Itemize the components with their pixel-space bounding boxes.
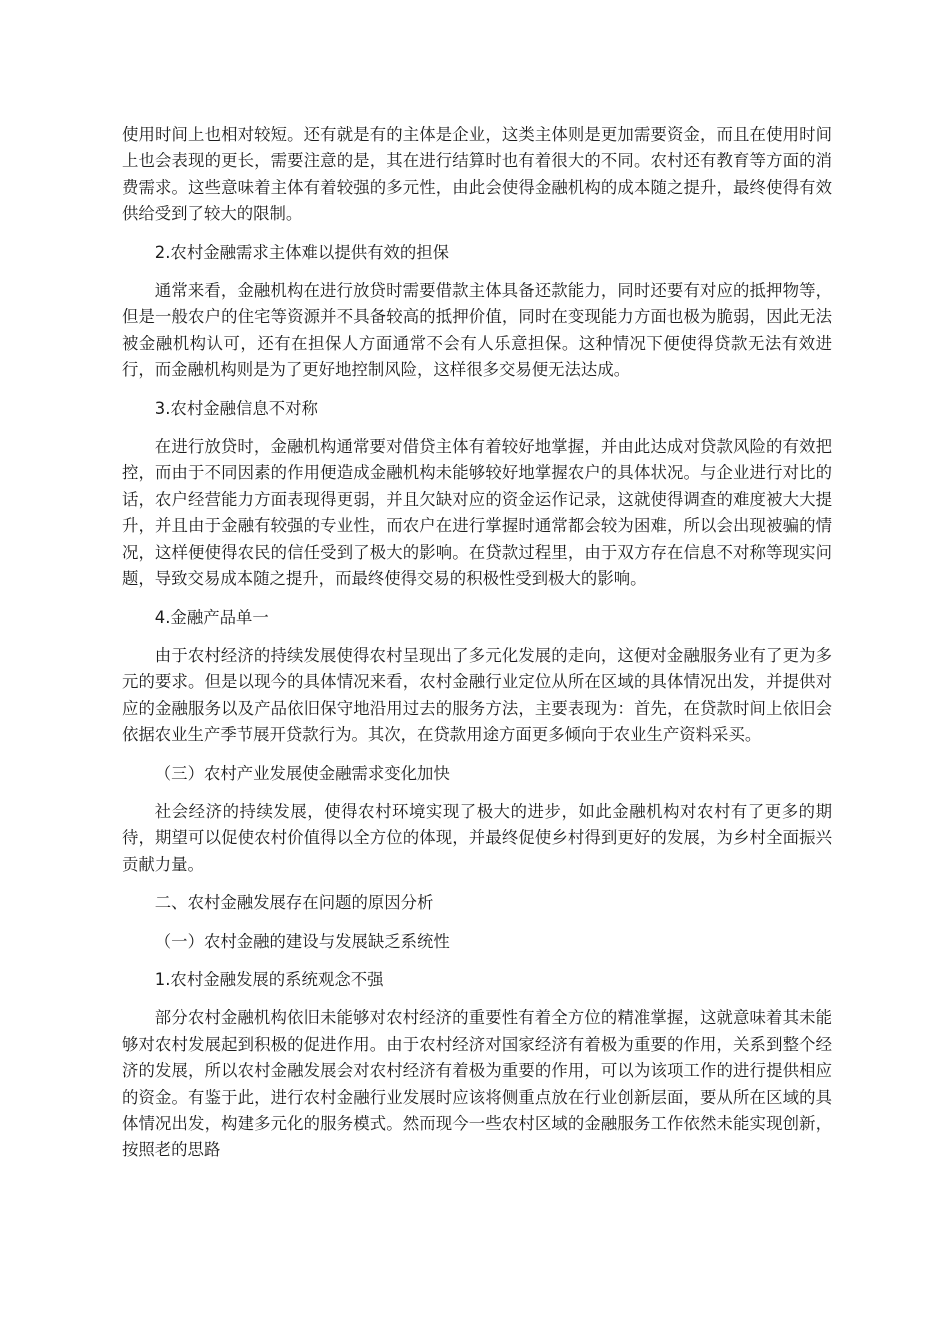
paragraph-2: 通常来看，金融机构在进行放贷时需要借款主体具备还款能力，同时还要有对应的抵押物等，但是一般农户的住宅等资源并不具备较高的抵押价值，同时在变现能力方面也极为脆弱，因此无法被金融机构认可，还有在担保人方面通常不会有人乐意担保。这种情况下便使得贷款无法有效进行，而金融机构则是为了更好地控制风险，这样很多交易便无法达成。 bbox=[122, 281, 832, 380]
heading-3-information-asymmetry: 3.农村金融信息不对称 bbox=[154, 398, 318, 418]
paragraph-1: 使用时间上也相对较短。还有就是有的主体是企业，这类主体则是更加需要资金，而且在使用时间上也会表现的更长，需要注意的是，其在进行结算时也有着很大的不同。农村还有教育等方面的消费需求。这些意味着主体有着较强的多元性，由此会使得金融机构的成本随之提升，最终使得有效供给受到了较大的限制。 bbox=[122, 125, 832, 224]
heading-4-single-product: 4.金融产品单一 bbox=[154, 607, 269, 627]
paragraph-5: 社会经济的持续发展，使得农村环境实现了极大的进步，如此金融机构对农村有了更多的期待，期望可以促使农村价值得以全方位的体现，并最终促使乡村得到更好的发展，为乡村全面振兴贡献力量。 bbox=[122, 801, 832, 874]
heading-chapter-2: 二、农村金融发展存在问题的原因分析 bbox=[154, 893, 434, 913]
paragraph-3: 在进行放贷时，金融机构通常要对借贷主体有着较好地掌握，并由此达成对贷款风险的有效把控，而由于不同因素的作用便造成金融机构未能够较好地掌握农户的具体状况。与企业进行对比的话，农户经营能力方面表现得更弱，并且欠缺对应的资金运作记录，这就使得调查的难度被大大提升，并且由于金融有较强的专业性，而农户在进行掌握时通常都会较为困难，所以会出现被骗的情况，这样便使得农民的信任受到了极大的影响。在贷款过程里，由于双方存在信息不对称等现实问题，导致交易成本随之提升，而最终使得交易的积极性受到极大的影响。 bbox=[122, 437, 832, 589]
heading-1-system-concept: 1.农村金融发展的系统观念不强 bbox=[154, 969, 384, 989]
document-page bbox=[122, 122, 832, 1176]
paragraph-6: 部分农村金融机构依旧未能够对农村经济的重要性有着全方位的精准掌握，这就意味着其未能够对农村发展起到积极的促进作用。由于农村经济对国家经济有着极为重要的作用，关系到整个经济的发展，所以农村金融发展会对农村经济有着极为重要的作用，可以为该项工作的进行提供相应的资金。有鉴于此，进行农村金融行业发展时应该将侧重点放在行业创新层面，要从所在区域的具体情况出发，构建多元化的服务模式。然而现今一些农村区域的金融服务工作依然未能实现创新，按照老的思路 bbox=[122, 1008, 832, 1160]
heading-2-guarantee: 2.农村金融需求主体难以提供有效的担保 bbox=[154, 242, 450, 262]
heading-section-3: （三）农村产业发展使金融需求变化加快 bbox=[154, 763, 450, 783]
heading-section-1: （一）农村金融的建设与发展缺乏系统性 bbox=[154, 931, 450, 951]
paragraph-4: 由于农村经济的持续发展使得农村呈现出了多元化发展的走向，这便对金融服务业有了更为多元的要求。但是以现今的具体情况来看，农村金融行业定位从所在区域的具体情况出发，并提供对应的金融服务以及产品依旧保守地沿用过去的服务方法，主要表现为：首先，在贷款时间上依旧会依据农业生产季节展开贷款行为。其次，在贷款用途方面更多倾向于农业生产资料采买。 bbox=[122, 645, 832, 745]
